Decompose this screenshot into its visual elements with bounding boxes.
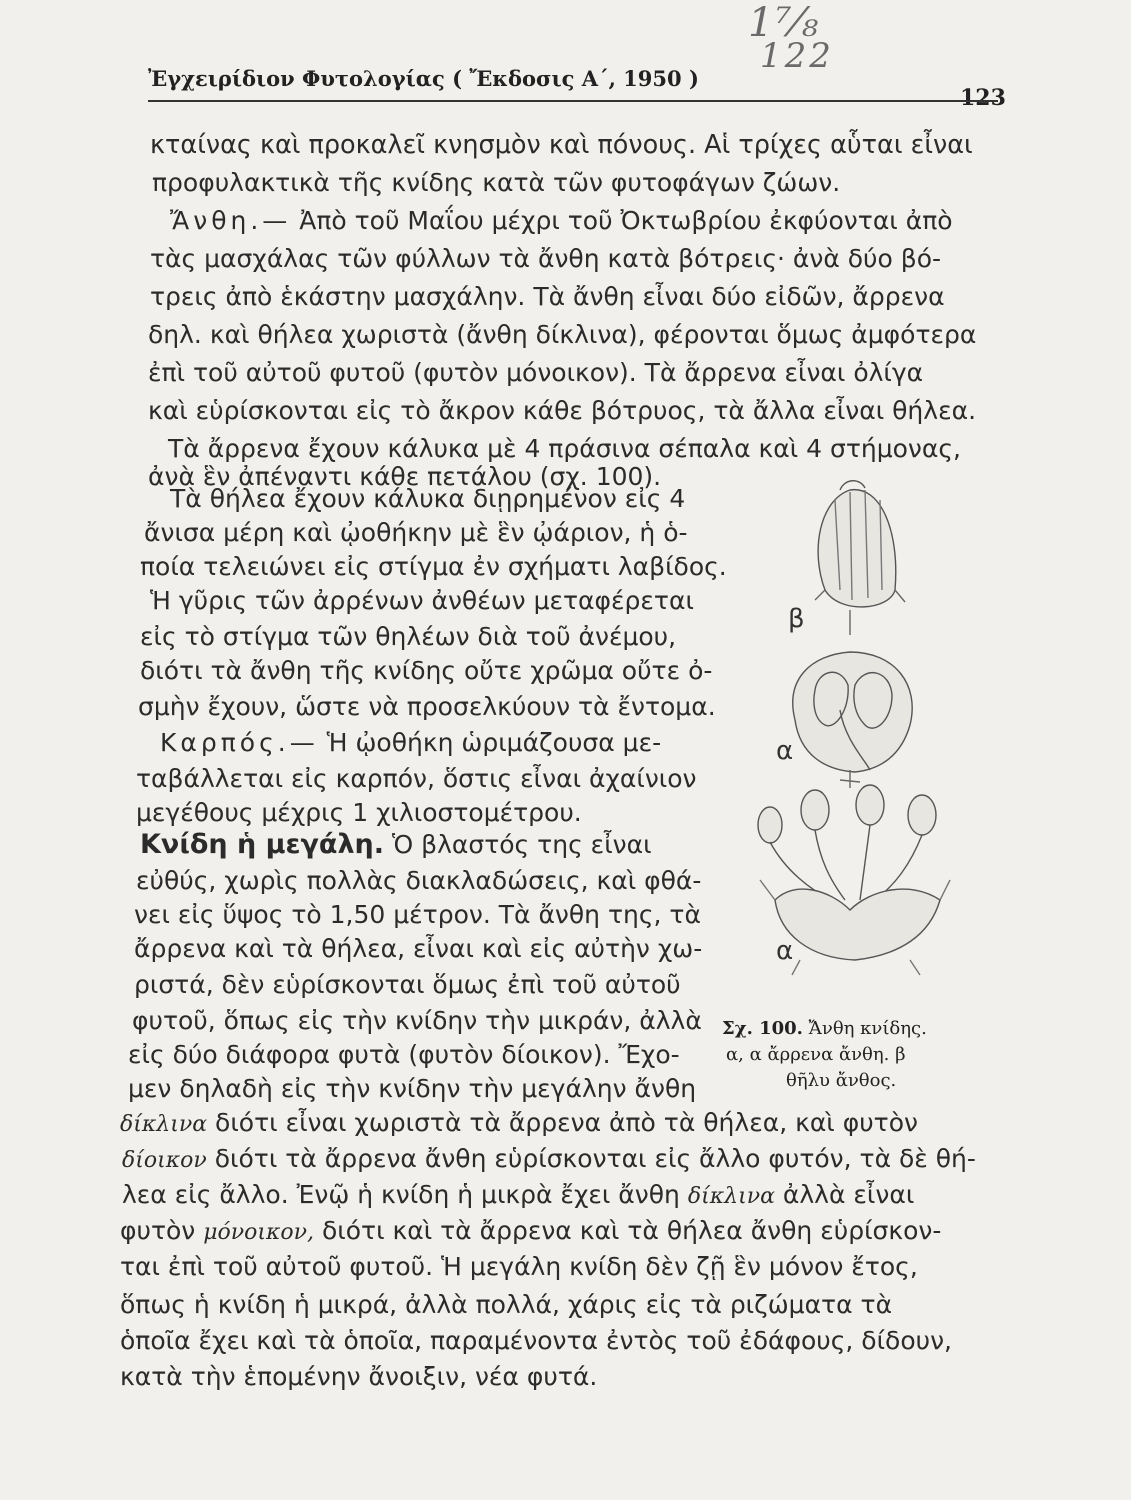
text-line: Ἡ γῦρις τῶν ἀρρένων ἀνθέων μεταφέρεται — [150, 586, 694, 615]
page-number: 123 — [960, 85, 1006, 111]
figure-caption-line: α, α ἄρρενα ἄνθη. β — [726, 1044, 906, 1065]
text-line: Τὰ ἄρρενα ἔχουν κάλυκα μὲ 4 πράσινα σέπαλα καὶ 4 στήμονας, — [168, 434, 961, 463]
text-line: φυτοῦ, ὅπως εἰς τὴν κνίδην τὴν μικράν, ἀλλὰ — [132, 1006, 702, 1035]
figure-100 — [700, 470, 1020, 1010]
text-line: σμὴν ἔχουν, ὥστε νὰ προσελκύουν τὰ ἔντομα. — [138, 692, 716, 721]
text-line: τρεις ἀπὸ ἑκάστην μασχάλην. Τὰ ἄνθη εἶναι δύο εἰδῶν, ἄρρενα — [150, 282, 945, 311]
text-line: ἄρρενα καὶ τὰ θήλεα, εἶναι καὶ εἰς αὐτὴν χω- — [134, 934, 703, 963]
text-line: ριστά, δὲν εὑρίσκονται ὅμως ἐπὶ τοῦ αὐτοῦ — [134, 970, 681, 999]
text-line: μεγέθους μέχρις 1 χιλιοστομέτρου. — [136, 798, 582, 827]
text-line: δίοικον διότι τὰ ἄρρενα ἄνθη εὑρίσκονται εἰς ἄλλο φυτόν, τὰ δὲ θή- — [122, 1144, 976, 1173]
text-line: καὶ εὑρίσκονται εἰς τὸ ἄκρον κάθε βότρυος, τὰ ἄλλα εἶναι θήλεα. — [148, 396, 977, 425]
handwritten-mark-top: 1⁷⁄₈ — [748, 0, 821, 46]
text-line: λεα εἰς ἄλλο. Ἐνῷ ἡ κνίδη ἡ μικρὰ ἔχει ἄνθη δίκλινα ἀλλὰ εἶναι — [122, 1180, 915, 1209]
section-heading-fruit: Καρπός.— — [160, 728, 319, 757]
text-line: ἄνισα μέρη καὶ ᾠοθήκην μὲ ἓν ᾠάριον, ἡ ὁ- — [144, 518, 688, 547]
text-line: κταίνας καὶ προκαλεῖ κνησμὸν καὶ πόνους. Αἱ τρίχες αὗται εἶναι — [150, 130, 973, 160]
text-line: Καρπός.— Ἡ ᾠοθήκη ὡριμάζουσα με- — [160, 728, 662, 757]
text-line: μεν δηλαδὴ εἰς τὴν κνίδην τὴν μεγάλην ἄνθη — [128, 1074, 697, 1103]
text-line: ὁποῖα ἔχει καὶ τὰ ὁποῖα, παραμένοντα ἐντὸς τοῦ ἐδάφους, δίδουν, — [120, 1326, 953, 1355]
text-line: ὅπως ἡ κνίδη ἡ μικρά, ἀλλὰ πολλά, χάρις εἰς τὰ ριζώματα τὰ — [120, 1290, 893, 1319]
text-line: εὐθύς, χωρὶς πολλὰς διακλαδώσεις, καὶ φθά- — [136, 866, 702, 895]
figure-label-alpha: α — [776, 736, 794, 766]
text-line: φυτὸν μόνοικον, διότι καὶ τὰ ἄρρενα καὶ τὰ θήλεα ἄνθη εὑρίσκον- — [120, 1216, 942, 1245]
running-header: Ἐγχειρίδιον Φυτολογίας ( Ἔκδοσις Α΄, 1950 ) — [148, 66, 699, 91]
text-line: ποία τελειώνει εἰς στίγμα ἐν σχήματι λαβίδος. — [140, 552, 727, 581]
text-line: ται ἐπὶ τοῦ αὐτοῦ φυτοῦ. Ἡ μεγάλη κνίδη δὲν ζῇ ἓν μόνον ἔτος, — [120, 1252, 918, 1281]
text-line: τὰς μασχάλας τῶν φύλλων τὰ ἄνθη κατὰ βότρεις· ἀνὰ δύο βό- — [150, 244, 942, 273]
text-line: Τὰ θήλεα ἔχουν κάλυκα διῃρημένον εἰς 4 — [170, 484, 686, 513]
text-line: ἀνὰ ἓν ἀπέναντι κάθε πετάλου (σχ. 100). — [148, 462, 662, 491]
handwritten-mark-number: 122 — [760, 36, 834, 76]
figure-label-beta: β — [788, 604, 805, 634]
header-rule — [148, 100, 998, 102]
nettle-flowers-illustration — [700, 470, 1020, 1010]
text-line: Κνίδη ἡ μεγάλη. Ὁ βλαστός της εἶναι — [140, 829, 652, 860]
text-line: ταβάλλεται εἰς καρπόν, ὅστις εἶναι ἀχαίνιον — [136, 764, 697, 793]
text-line: νει εἰς ὕψος τὸ 1,50 μέτρον. Τὰ ἄνθη της, τὰ — [134, 900, 701, 929]
text-line: δίκλινα διότι εἶναι χωριστὰ τὰ ἄρρενα ἀπὸ τὰ θήλεα, καὶ φυτὸν — [120, 1108, 918, 1137]
figure-caption-line: Σχ. 100. Ἄνθη κνίδης. — [722, 1018, 927, 1039]
text-line: Ἄνθη.— Ἀπὸ τοῦ Μαΐου μέχρι τοῦ Ὀκτωβρίου ἐκφύονται ἀπὸ — [170, 206, 953, 235]
text-line: δηλ. καὶ θήλεα χωριστὰ (ἄνθη δίκλινα), φέρονται ὅμως ἀμφότερα — [148, 320, 977, 349]
section-heading-flowers: Ἄνθη.— — [170, 206, 292, 235]
text-line: διότι τὰ ἄνθη τῆς κνίδης οὔτε χρῶμα οὔτε ὀ- — [140, 656, 713, 685]
text-line: εἰς τὸ στίγμα τῶν θηλέων διὰ τοῦ ἀνέμου, — [140, 622, 677, 651]
text-line: προφυλακτικὰ τῆς κνίδης κατὰ τῶν φυτοφάγων ζώων. — [152, 168, 841, 197]
text-line: εἰς δύο διάφορα φυτὰ (φυτὸν δίοικον). Ἔχο- — [128, 1040, 680, 1069]
text-line: κατὰ τὴν ἑπομένην ἄνοιξιν, νέα φυτά. — [120, 1362, 598, 1391]
figure-label-alpha: α — [776, 936, 794, 966]
figure-caption-line: θῆλυ ἄνθος. — [786, 1070, 897, 1091]
section-heading-large-nettle: Κνίδη ἡ μεγάλη. — [140, 829, 385, 860]
text-line: ἐπὶ τοῦ αὐτοῦ φυτοῦ (φυτὸν μόνοικον). Τὰ ἄρρενα εἶναι ὀλίγα — [148, 358, 924, 387]
